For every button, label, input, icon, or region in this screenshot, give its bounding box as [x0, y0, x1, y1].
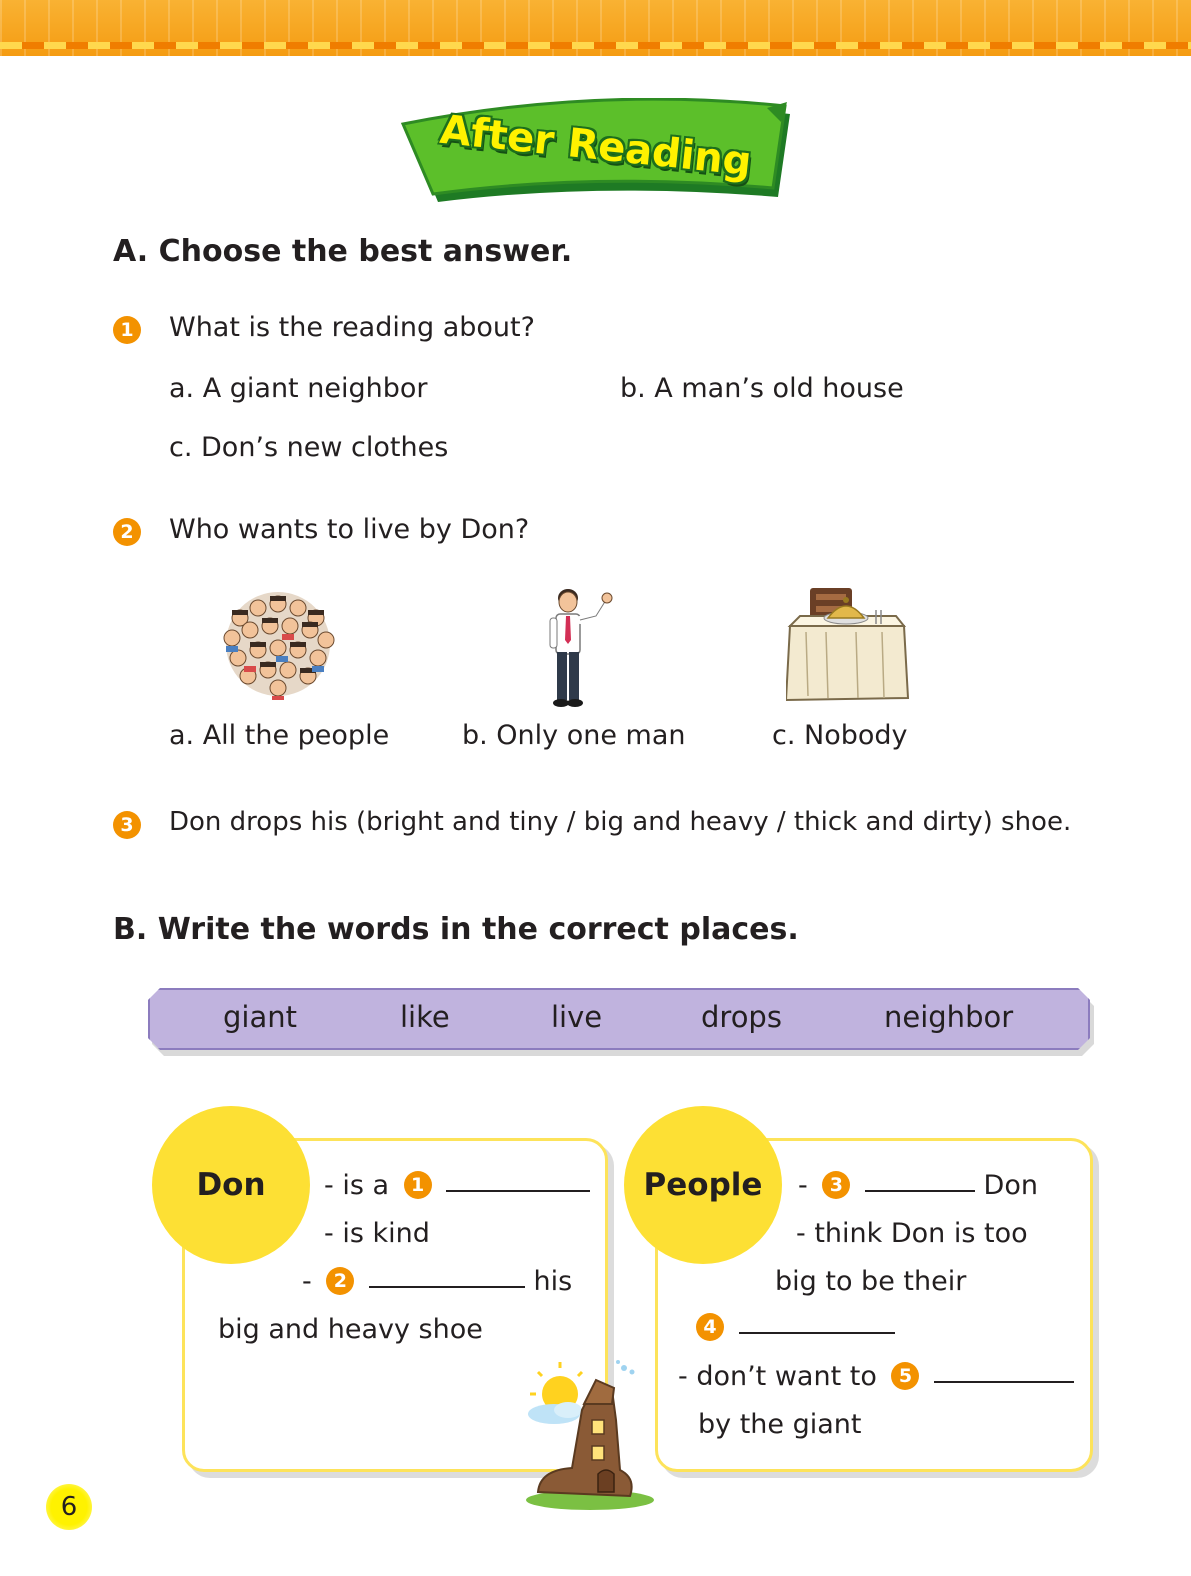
- page-number: 6: [46, 1484, 92, 1530]
- people-line-1: [798, 1170, 1038, 1201]
- section-b-title: B. Write the words in the correct places.: [113, 912, 799, 947]
- people-line-2: - think Don is too: [796, 1218, 1028, 1249]
- blank-2-line[interactable]: [369, 1285, 525, 1288]
- question-2-number: 2: [113, 518, 141, 546]
- question-1-number: 1: [113, 316, 141, 344]
- don-line-1: [324, 1170, 590, 1201]
- don-line-3-prefix: -: [302, 1266, 312, 1297]
- blank-4-number: 4: [696, 1313, 724, 1341]
- question-1-text: What is the reading about?: [169, 312, 535, 343]
- don-line-1-prefix: - is a: [324, 1170, 390, 1201]
- blank-3-line[interactable]: [865, 1189, 975, 1192]
- blank-3-number: 3: [822, 1171, 850, 1199]
- people-line-1-prefix: -: [798, 1170, 808, 1201]
- word-bank-item-drops: drops: [701, 1000, 782, 1034]
- don-badge: Don: [152, 1106, 310, 1264]
- don-line-3: [302, 1266, 572, 1297]
- question-2-option-a[interactable]: a. All the people: [169, 720, 390, 751]
- section-a-title: A. Choose the best answer.: [113, 234, 573, 269]
- don-line-2: - is kind: [324, 1218, 430, 1249]
- blank-5-number: 5: [891, 1362, 919, 1390]
- shoe-house-illustration: [520, 1360, 660, 1510]
- blank-2-number: 2: [326, 1267, 354, 1295]
- top-decorative-stripe: [0, 42, 1191, 49]
- people-line-6: by the giant: [698, 1409, 862, 1440]
- people-line-3: big to be their: [775, 1266, 967, 1297]
- don-line-4: big and heavy shoe: [218, 1314, 483, 1345]
- question-1-option-b[interactable]: b. A man’s old house: [620, 373, 904, 404]
- people-badge: People: [624, 1106, 782, 1264]
- blank-1-line[interactable]: [446, 1189, 590, 1192]
- don-line-3-suffix: his: [533, 1266, 573, 1297]
- word-bank-item-giant: giant: [223, 1000, 297, 1034]
- after-reading-banner: [395, 98, 795, 208]
- waving-man-illustration: [540, 586, 616, 708]
- question-3-number: 3: [113, 811, 141, 839]
- blank-4-line[interactable]: [739, 1331, 895, 1334]
- people-line-5: [678, 1361, 1074, 1392]
- people-line-4: [690, 1312, 895, 1343]
- question-3-text: Don drops his (bright and tiny / big and heavy / thick and dirty) shoe.: [169, 807, 1072, 837]
- question-1-option-a[interactable]: a. A giant neighbor: [169, 373, 428, 404]
- empty-table-illustration: [786, 586, 914, 706]
- word-bank-item-like: like: [400, 1000, 450, 1034]
- people-line-5-prefix: - don’t want to: [678, 1361, 877, 1392]
- banner-title: After Reading: [437, 106, 754, 186]
- question-2-option-b[interactable]: b. Only one man: [462, 720, 686, 751]
- question-2-option-c[interactable]: c. Nobody: [772, 720, 908, 751]
- people-line-1-suffix: Don: [983, 1170, 1038, 1201]
- word-bank-item-neighbor: neighbor: [884, 1000, 1014, 1034]
- blank-1-number: 1: [404, 1171, 432, 1199]
- crowd-of-people-illustration: [218, 588, 338, 700]
- blank-5-line[interactable]: [934, 1380, 1074, 1383]
- question-2-text: Who wants to live by Don?: [169, 514, 530, 545]
- word-bank-item-live: live: [551, 1000, 603, 1034]
- question-1-option-c[interactable]: c. Don’s new clothes: [169, 432, 449, 463]
